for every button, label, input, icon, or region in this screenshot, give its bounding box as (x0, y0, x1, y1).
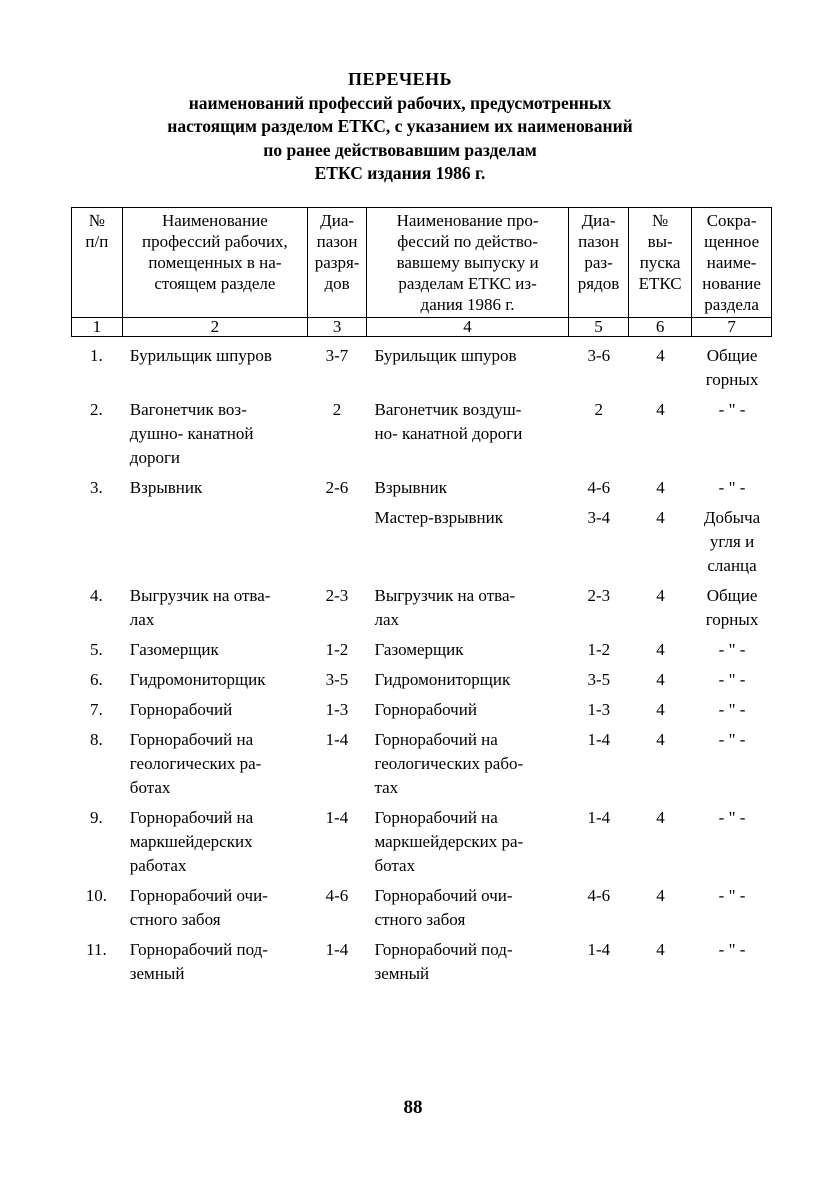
old-grade-range: 1-4 (587, 730, 611, 749)
row-number: 2. (90, 400, 103, 419)
old-profession-name (367, 638, 569, 668)
header-col-4 (367, 208, 569, 318)
grade-range: 1-4 (325, 940, 349, 959)
etks-issue: 4 (656, 478, 665, 497)
old-profession-name (367, 698, 569, 728)
text-line: душно- канатной (129, 424, 254, 443)
row-number: 8. (90, 730, 103, 749)
text-line: пуска (639, 253, 681, 272)
text-line: сланца (707, 556, 757, 575)
text-line: - " - (718, 730, 746, 749)
header-col-1 (72, 208, 123, 318)
title-line-5: ЕТКС издания 1986 г. (314, 163, 486, 183)
section-short-name (692, 698, 772, 728)
row-number: 7. (90, 700, 103, 719)
text-line: Горнорабочий на (374, 730, 498, 749)
row-number: 1. (90, 346, 103, 365)
profession-name (122, 398, 308, 476)
text-line: дороги (129, 448, 181, 467)
table-row (71, 806, 772, 884)
text-line: Наименование про- (396, 211, 539, 230)
section-short-name (692, 638, 772, 668)
text-line: стного забоя (129, 910, 221, 929)
table-row (71, 938, 772, 992)
section-short-name (692, 938, 772, 992)
profession-name (122, 506, 308, 584)
table-header (71, 207, 772, 337)
text-line: - " - (718, 940, 746, 959)
column-number: 3 (308, 318, 367, 337)
title-line-3: настоящим разделом ЕТКС, с указанием их наименований (167, 116, 633, 136)
text-line: рядов (577, 274, 620, 293)
etks-issue: 4 (656, 586, 665, 605)
grade-range: 1-4 (325, 730, 349, 749)
text-line: Диа- (581, 211, 616, 230)
text-line: Наименование (161, 211, 268, 230)
grade-range: 1-3 (325, 700, 349, 719)
text-line: геологических рабо- (374, 754, 524, 773)
old-grade-range: 1-2 (587, 640, 611, 659)
text-line: - " - (718, 400, 746, 419)
text-line: угля и (709, 532, 755, 551)
text-line: маркшейдерских (129, 832, 253, 851)
table-row (71, 584, 772, 638)
title-line-2: наименований профессий рабочих, предусмотренных (188, 92, 612, 113)
text-line: Горнорабочий очи- (374, 886, 513, 905)
text-line: помещенных в на- (148, 253, 282, 272)
old-profession-name (367, 344, 569, 398)
etks-issue: 4 (656, 808, 665, 827)
section-short-name (692, 476, 772, 506)
text-line: вавшему выпуску и (396, 253, 539, 272)
row-number: 6. (90, 670, 103, 689)
table-row (71, 398, 772, 476)
text-line: разделам ЕТКС из- (398, 274, 537, 293)
section-short-name (692, 506, 772, 584)
profession-name (122, 938, 308, 992)
text-line: но- канатной дороги (374, 424, 523, 443)
old-grade-range: 3-5 (587, 670, 611, 689)
professions-table (71, 207, 772, 992)
text-line: Вагонетчик воз- (129, 400, 247, 419)
text-line: Общие (706, 586, 758, 605)
text-line: Мастер-взрывник (374, 508, 503, 527)
text-line: вы- (647, 232, 673, 251)
column-number: 2 (122, 318, 307, 337)
text-line: работах (129, 856, 187, 875)
text-line: ботах (374, 856, 416, 875)
old-grade-range: 1-4 (587, 808, 611, 827)
table-row (71, 344, 772, 398)
column-number: 1 (72, 318, 123, 337)
text-line: геологических ра- (129, 754, 262, 773)
old-profession-name (367, 506, 569, 584)
text-line: профессий рабочих, (142, 232, 288, 251)
table-row (71, 728, 772, 806)
section-short-name (692, 584, 772, 638)
text-line: Горнорабочий на (129, 808, 254, 827)
table-row (71, 476, 772, 506)
text-line: Гидромониторщик (129, 670, 266, 689)
row-number (71, 506, 122, 584)
text-line: Взрывник (129, 478, 203, 497)
old-grade-range: 3-4 (587, 508, 611, 527)
text-line: тах (374, 778, 399, 797)
text-line: разря- (314, 253, 360, 272)
text-line: Гидромониторщик (374, 670, 511, 689)
text-line: раздела (704, 295, 759, 314)
text-line: Бурильщик шпуров (374, 346, 517, 365)
row-number: 11. (86, 940, 107, 959)
text-line: лах (129, 610, 155, 629)
row-number: 3. (90, 478, 103, 497)
table-row (71, 668, 772, 698)
etks-issue: 4 (656, 640, 665, 659)
text-line: № (652, 211, 669, 230)
text-line: Выгрузчик на отва- (374, 586, 516, 605)
grade-range: 4-6 (325, 886, 349, 905)
text-line: Горнорабочий на (129, 730, 254, 749)
text-line: дов (324, 274, 350, 293)
text-line: горных (705, 370, 759, 389)
column-number: 4 (367, 318, 569, 337)
old-grade-range: 4-6 (587, 478, 611, 497)
text-line: Бурильщик шпуров (129, 346, 272, 365)
text-line: п/п (85, 232, 109, 251)
header-col-2 (122, 208, 307, 318)
section-short-name (692, 806, 772, 884)
table-body (71, 344, 772, 992)
text-line: Добыча (703, 508, 761, 527)
profession-name (122, 584, 308, 638)
header-row (72, 208, 772, 318)
row-number: 10. (85, 886, 108, 905)
text-line: - " - (718, 478, 746, 497)
etks-issue: 4 (656, 346, 665, 365)
text-line: горных (705, 610, 759, 629)
text-line: Газомерщик (374, 640, 464, 659)
table-row (71, 506, 772, 584)
old-profession-name (367, 884, 569, 938)
etks-issue: 4 (656, 886, 665, 905)
row-number: 5. (90, 640, 103, 659)
section-short-name (692, 884, 772, 938)
grade-range: 2-6 (325, 478, 349, 497)
title-line-4: по ранее действовавшим разделам (263, 139, 537, 160)
text-line: - " - (718, 700, 746, 719)
old-grade-range: 1-4 (587, 940, 611, 959)
etks-issue: 4 (656, 400, 665, 419)
text-line: щенное (704, 232, 760, 251)
old-profession-name (367, 938, 569, 992)
grade-range: 1-2 (325, 640, 349, 659)
text-line: Горнорабочий под- (129, 940, 268, 959)
grade-range: 1-4 (325, 808, 349, 827)
grade-range: 3-5 (325, 670, 349, 689)
title-line-1: ПЕРЕЧЕНЬ (347, 69, 453, 89)
etks-issue: 4 (656, 508, 665, 527)
text-line: Вагонетчик воздуш- (374, 400, 522, 419)
text-line: Газомерщик (129, 640, 219, 659)
text-line: Выгрузчик на отва- (129, 586, 271, 605)
text-line: - " - (718, 886, 746, 905)
text-line: Горнорабочий очи- (129, 886, 268, 905)
etks-issue: 4 (656, 700, 665, 719)
profession-name (122, 476, 308, 506)
text-line: Общие (706, 346, 758, 365)
old-profession-name (367, 398, 569, 476)
etks-issue: 4 (656, 730, 665, 749)
text-line: лах (374, 610, 400, 629)
table-row (71, 884, 772, 938)
text-line: Горнорабочий под- (374, 940, 513, 959)
text-line: земный (374, 964, 430, 983)
old-profession-name (367, 584, 569, 638)
profession-name (122, 884, 308, 938)
text-line: стного забоя (374, 910, 466, 929)
old-profession-name (367, 728, 569, 806)
text-line: фессий по действо- (397, 232, 538, 251)
text-line: нование (702, 274, 761, 293)
document-title (0, 68, 800, 186)
text-line: Взрывник (374, 478, 447, 497)
text-line: земный (129, 964, 185, 983)
text-line: № (88, 211, 105, 230)
header-col-5 (569, 208, 629, 318)
section-short-name (692, 668, 772, 698)
profession-name (122, 638, 308, 668)
text-line: Горнорабочий (374, 700, 477, 719)
old-profession-name (367, 806, 569, 884)
column-number: 6 (629, 318, 692, 337)
old-grade-range: 4-6 (587, 886, 611, 905)
old-grade-range: 3-6 (587, 346, 611, 365)
text-line: - " - (718, 670, 746, 689)
section-short-name (692, 398, 772, 476)
text-line: ЕТКС (638, 274, 682, 293)
section-short-name (692, 728, 772, 806)
text-line: Горнорабочий (129, 700, 233, 719)
profession-name (122, 806, 308, 884)
text-line: маркшейдерских ра- (374, 832, 524, 851)
column-number-row (72, 318, 772, 337)
old-grade-range: 2 (594, 400, 604, 419)
old-profession-name (367, 668, 569, 698)
text-line: - " - (718, 808, 746, 827)
text-line: стоящем разделе (154, 274, 276, 293)
grade-range: 2 (332, 400, 342, 419)
table-row (71, 698, 772, 728)
grade-range (307, 506, 366, 584)
text-line: раз- (584, 253, 613, 272)
header-col-6 (629, 208, 692, 318)
text-line: Диа- (320, 211, 355, 230)
old-grade-range: 2-3 (587, 586, 611, 605)
header-col-3 (308, 208, 367, 318)
text-line: - " - (718, 640, 746, 659)
old-grade-range: 1-3 (587, 700, 611, 719)
text-line: пазон (316, 232, 358, 251)
grade-range: 2-3 (325, 586, 349, 605)
column-number: 7 (692, 318, 772, 337)
profession-name (122, 728, 308, 806)
text-line: дания 1986 г. (420, 295, 515, 314)
text-line: Сокра- (706, 211, 757, 230)
header-col-7 (692, 208, 772, 318)
text-line: ботах (129, 778, 171, 797)
page-number: 88 (403, 1097, 423, 1118)
etks-issue: 4 (656, 670, 665, 689)
profession-name (122, 698, 308, 728)
text-line: пазон (578, 232, 619, 251)
table-row (71, 638, 772, 668)
text-line: Горнорабочий на (374, 808, 498, 827)
row-number: 4. (90, 586, 103, 605)
profession-name (122, 344, 308, 398)
row-number: 9. (90, 808, 103, 827)
column-number: 5 (569, 318, 629, 337)
etks-issue: 4 (656, 940, 665, 959)
table-rows (71, 344, 772, 992)
section-short-name (692, 344, 772, 398)
text-line: наиме- (706, 253, 757, 272)
profession-name (122, 668, 308, 698)
old-profession-name (367, 476, 569, 506)
grade-range: 3-7 (325, 346, 349, 365)
